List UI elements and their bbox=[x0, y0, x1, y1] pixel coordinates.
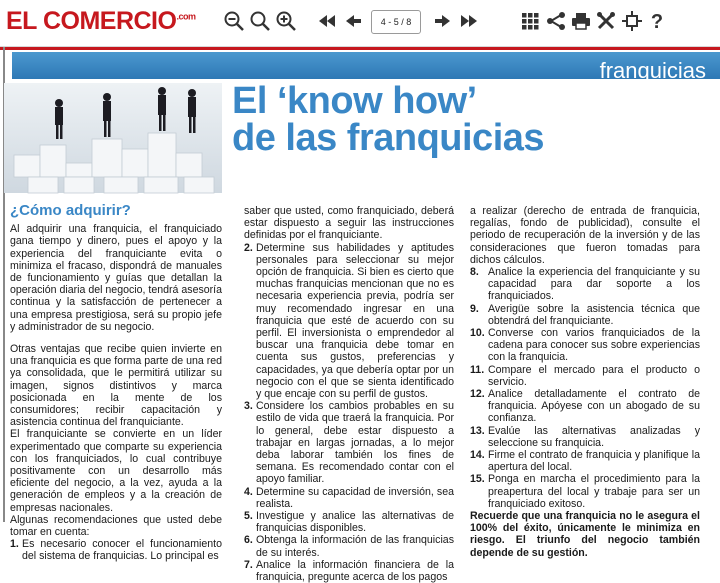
list-number: 9. bbox=[470, 302, 479, 315]
list-text: Firme el contrato de franquicia y planifique la apertura del local. bbox=[488, 449, 700, 474]
grid-icon[interactable] bbox=[519, 10, 541, 32]
list-number: 10. bbox=[470, 327, 485, 340]
paragraph-2: Otras ventajas que recibe quien invierte en una franquicia es que forma parte de una red ya consolidada, que le permitirá utilizar su imagen, signos distintivos y marca posicionada en la mente de los consumidores; recibir capacitación y asistencia continua del franquiciante. bbox=[10, 343, 223, 429]
list-item bbox=[470, 364, 700, 388]
share-icon[interactable] bbox=[545, 10, 567, 32]
list-text: Determine sus habilidades y aptitudes personales para seleccionar su mejor opción de franquicia. Si bien es cierto que muchas franquicias mencionan que no es necesaria experiencia previa, podría ser muy recomendado ingresar en una franquicia que esté de acuerdo con su perfil. El inversionista o emprendedor al buscar una franquicia debe tomar en cuenta sus gustos, preferencias y capacidades, ya que debería optar por un negocio con el que se sienta identificado y que encaje con su perfil de gustos. bbox=[256, 241, 454, 401]
page-indicator[interactable]: 4 - 5 / 8 bbox=[371, 10, 421, 34]
title-line-2: de las franquicias bbox=[232, 117, 545, 159]
list-number: 3. bbox=[244, 400, 253, 413]
list-text: Evalúe las alternativas analizadas y seleccione su franquicia. bbox=[488, 424, 700, 449]
list-number: 11. bbox=[470, 363, 485, 376]
subhead-como-adquirir: ¿Cómo adquirir? bbox=[10, 202, 131, 219]
continued-text: saber que usted, como franquiciado, deberá estar dispuesto a seguir las instrucciones definidas por el franquiciante. bbox=[244, 205, 454, 242]
list-text: Averigüe sobre la asistencia técnica que obtendrá del franquiciante. bbox=[488, 302, 700, 327]
list-text: Considere los cambios probables en su estilo de vida que traerá la franquicia. Por lo general, debe estar dispuesto a trabajar en largas jornadas, a lo mejor deba laborar también los fines de semana. Es recomendado contar con el apoyo familiar. bbox=[256, 400, 454, 486]
list-item bbox=[470, 425, 700, 449]
list-number: 12. bbox=[470, 388, 485, 401]
list-text: Ponga en marcha el procedimiento para la preapertura del local y trabaje para ser un franquiciado exitoso. bbox=[488, 473, 700, 510]
tools-icon[interactable] bbox=[595, 10, 617, 32]
list-text: Determine su capacidad de inversión, sea realista. bbox=[256, 485, 454, 510]
list-text: Analice detalladamente el contrato de franquicia. Apóyese con un abogado de su confianza. bbox=[488, 388, 700, 425]
list-item bbox=[244, 400, 454, 485]
print-icon[interactable] bbox=[570, 10, 592, 32]
list-item bbox=[470, 266, 700, 303]
list-text: Es necesario conocer el funcionamiento del sistema de franquicias. Lo principal es bbox=[22, 538, 222, 563]
list-number: 2. bbox=[244, 241, 253, 254]
fit-icon[interactable] bbox=[621, 10, 643, 32]
list-item bbox=[470, 303, 700, 327]
article-column-1 bbox=[10, 202, 223, 563]
paragraph-1: Al adquirir una franquicia, el franquiciado gana tiempo y dinero, pues el apoyo y la experiencia del franquiciante evita o minimiza el fracaso, dispondrá de manuales de funcionamiento y guías que detallan la operación diaria del negocio, tendrá asesoría continua y la satisfacción de pertenecer a una empresa prestigiosa, será su propio jefe y administrador de su negocio. bbox=[10, 223, 223, 333]
next-page-icon[interactable] bbox=[432, 10, 454, 32]
list-item bbox=[244, 486, 454, 510]
list-number: 13. bbox=[470, 424, 485, 437]
zoom-out-icon[interactable] bbox=[223, 10, 245, 32]
zoom-in-icon[interactable] bbox=[275, 10, 297, 32]
viewer-toolbar bbox=[0, 0, 720, 47]
title-line-1: El ‘know how’ bbox=[232, 80, 477, 122]
paragraph-3: El franquiciante se convierte en un líder experimentado que comparte su experiencia con los franquiciados, lo cual contribuye positivamente con un desarrollo más eficiente del negocio, a la vez, ayuda a la generación de empleos y a la creación de empresas nacionales. bbox=[10, 428, 222, 514]
article-column-2 bbox=[244, 205, 454, 583]
list-text: Obtenga la información de las franquicias de su interés. bbox=[256, 534, 454, 559]
logo-text: EL COMERCIO bbox=[6, 7, 177, 35]
prev-page-icon[interactable] bbox=[342, 10, 364, 32]
svg-text:?: ? bbox=[650, 11, 664, 33]
callout-note: Recuerde que una franquicia no le asegura el 100% del éxito, únicamente le minimiza en riesgo. El triunfo del negocio también depende de su gestión. bbox=[470, 510, 700, 559]
list-number: 4. bbox=[244, 485, 253, 498]
list-number: 15. bbox=[470, 473, 485, 486]
list-text: Investigue y analice las alternativas de franquicias disponibles. bbox=[256, 510, 454, 535]
list-item bbox=[470, 473, 700, 510]
list-item bbox=[244, 534, 454, 558]
continued-text: a realizar (derecho de entrada de franquicia, regalías, fondo de publicidad), consulte el periodo de recuperación de la inversión y de las consideraciones que fueron tomadas para dichos cálculos. bbox=[470, 205, 700, 266]
red-rule bbox=[0, 47, 720, 50]
article-title bbox=[232, 80, 545, 159]
list-number: 1. bbox=[10, 538, 19, 551]
list-text: Analice la información financiera de la franquicia, pregunte acerca de los pagos bbox=[256, 558, 454, 583]
list-number: 5. bbox=[244, 510, 253, 523]
business-people-photo bbox=[4, 83, 222, 193]
article-column-3 bbox=[470, 205, 700, 559]
paragraph-4: Algunas recomendaciones que usted debe tomar en cuenta: bbox=[10, 513, 222, 539]
section-header-bar bbox=[12, 52, 720, 83]
list-item bbox=[244, 559, 454, 583]
list-number: 7. bbox=[244, 558, 253, 571]
brand-logo[interactable] bbox=[6, 7, 195, 36]
list-item bbox=[244, 510, 454, 534]
list-text: Analice la experiencia del franquiciante y su capacidad para dar soporte a los franquiciados. bbox=[488, 266, 700, 303]
help-icon[interactable] bbox=[646, 10, 668, 32]
magazine-page bbox=[0, 47, 720, 583]
list-number: 8. bbox=[470, 266, 479, 279]
logo-suffix: .com bbox=[176, 11, 196, 22]
list-number: 6. bbox=[244, 534, 253, 547]
list-text: Compare el mercado para el producto o servicio. bbox=[488, 363, 700, 388]
list-item bbox=[244, 242, 454, 401]
list-text: Converse con varios franquiciados de la cadena para conocer sus sobre experiencias con la franquicia. bbox=[488, 327, 700, 364]
list-item bbox=[470, 388, 700, 425]
search-icon[interactable] bbox=[249, 10, 271, 32]
list-item bbox=[10, 538, 222, 562]
last-page-icon[interactable] bbox=[458, 10, 480, 32]
list-item bbox=[470, 327, 700, 364]
list-item bbox=[470, 449, 700, 473]
list-number: 14. bbox=[470, 449, 485, 462]
first-page-icon[interactable] bbox=[316, 10, 338, 32]
section-label: franquicias bbox=[599, 58, 706, 83]
